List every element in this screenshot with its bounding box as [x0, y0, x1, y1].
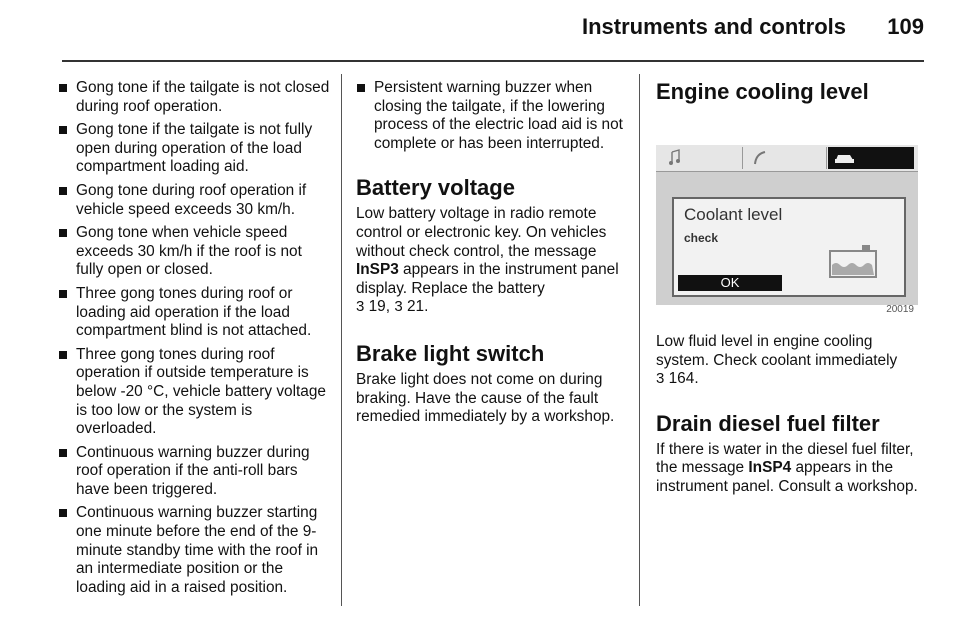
page-ref-icon: 3: [356, 298, 365, 316]
page-ref[interactable]: 164: [668, 370, 695, 388]
car-icon: [834, 151, 856, 165]
page-number: 109: [887, 14, 924, 39]
header-divider: [62, 60, 924, 62]
figure-number: 20019: [886, 304, 914, 315]
page-ref[interactable]: 21: [406, 298, 425, 316]
list-item: Continuous warning buzzer during roof operation if the anti-roll bars have been triggered.: [58, 444, 330, 500]
column-divider-2: [639, 74, 640, 606]
page-header-title: Instruments and controls: [581, 14, 846, 39]
list-item: Gong tone if the tailgate is not closed during roof operation.: [58, 79, 330, 116]
music-note-icon: [668, 149, 682, 167]
vehicle-tab: [828, 147, 914, 169]
column-1: [58, 79, 330, 602]
column-2: [356, 79, 628, 427]
column-divider-1: [341, 74, 342, 606]
dialog-title: Coolant level: [684, 205, 783, 224]
column-3: [656, 79, 924, 497]
bullet-list: [58, 79, 330, 597]
list-item: Gong tone during roof operation if vehicle speed exceeds 30 km/h.: [58, 182, 330, 219]
warning-dialog: [672, 197, 906, 297]
page-ref-icon: 3: [656, 370, 665, 388]
display-tab-bar: [656, 145, 918, 172]
bullet-list: [356, 79, 628, 153]
page-ref[interactable]: 19: [368, 298, 386, 316]
battery-voltage-text: Low battery voltage in radio remote control or electronic key. On vehicles without check control, the message InSP3 appears in the instrument panel display. Replace the battery 3 19, 3 21.: [356, 205, 619, 316]
list-item: Continuous warning buzzer starting one minute before the end of the 9-minute standby time with the roof in an intermediate position or the loading aid in a raised position.: [58, 504, 330, 597]
coolant-display-figure: [656, 125, 918, 315]
coolant-tank-icon: [828, 243, 880, 279]
phone-tab: [746, 147, 827, 169]
diesel-filter-text: If there is water in the diesel fuel filter, the message InSP4 appears in the instrument panel. Consult a workshop.: [656, 440, 918, 495]
engine-cooling-text: Low fluid level in engine cooling system. Check coolant immediately 3 164.: [656, 333, 898, 388]
message-code-insp4: InSP4: [748, 459, 792, 477]
section-heading-engine-cooling-level: Engine cooling level: [656, 79, 869, 104]
dialog-subtitle: check: [684, 231, 719, 245]
page-ref-icon: 3: [394, 298, 403, 316]
list-item: Gong tone if the tailgate is not fully open during operation of the load compartment loading aid.: [58, 121, 330, 177]
list-item: Three gong tones during roof operation if outside temperature is below -20 °C, vehicle battery voltage is too low or the system is overloaded.: [58, 346, 330, 439]
section-heading-battery-voltage: Battery voltage: [356, 175, 515, 201]
list-item: Gong tone when vehicle speed exceeds 30 km/h if the roof is not fully open or closed.: [58, 224, 330, 280]
message-code-insp3: InSP3: [356, 261, 399, 279]
section-heading-brake-light-switch: Brake light switch: [356, 340, 545, 366]
list-item: Persistent warning buzzer when closing the tailgate, if the lowering process of the electric load aid is not complete or has been interrupted.: [356, 79, 628, 153]
music-tab: [662, 147, 743, 169]
display-panel: [656, 145, 918, 305]
phone-icon: [752, 149, 768, 167]
list-item: Three gong tones during roof or loading aid operation if the load compartment blind is not attached.: [58, 285, 330, 341]
brake-light-text: Brake light does not come on during braking. Have the cause of the fault remedied immediately by a workshop.: [356, 370, 615, 426]
section-heading-drain-diesel-fuel-filter: Drain diesel fuel filter: [656, 410, 880, 436]
ok-button: OK: [678, 275, 782, 291]
